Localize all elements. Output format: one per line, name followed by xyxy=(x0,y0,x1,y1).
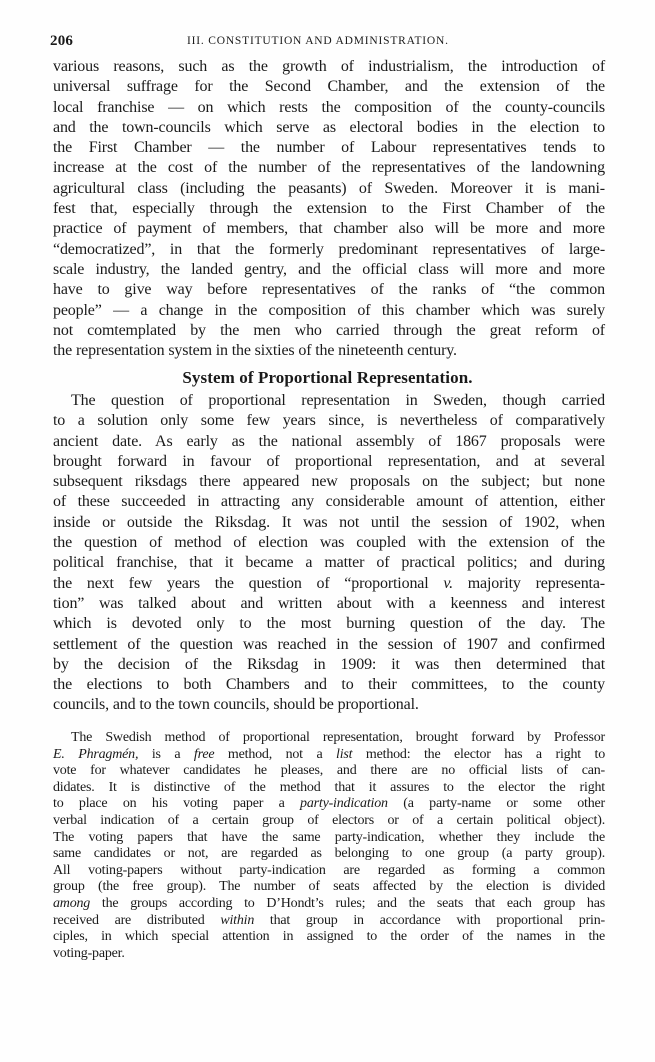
text-line: All voting-papers without party-indication are regarded as forming a common xyxy=(53,862,605,878)
italic-fragment: E. Phragmén, xyxy=(53,746,139,762)
text-fragment: (a party-name or some other xyxy=(387,796,605,812)
text-line xyxy=(53,896,605,913)
italic-fragment: within xyxy=(220,912,255,928)
text-line: agricultural class (including the peasants) of Sweden. Moreover it is mani- xyxy=(53,179,605,197)
text-line: vote for whatever candidates he pleases, and there are no official lists of can- xyxy=(53,763,605,779)
text-fragment: method: the elector has a right to xyxy=(352,746,605,762)
text-line: group (the free group). The number of seats affected by the election is divided xyxy=(53,879,605,895)
section-heading: System of Proportional Representation. xyxy=(182,368,473,387)
text-line: ancient date. As early as the national assembly of 1867 proposals were xyxy=(53,432,605,450)
text-line: ciples, in which special attention in assigned to the order of the names in the xyxy=(53,929,605,945)
text-line: the elections to both Chambers and to their committees, to the county xyxy=(53,676,605,694)
text-fragment: that group in accordance with proportional prin- xyxy=(254,912,605,928)
text-line xyxy=(53,574,605,594)
text-line: settlement of the question was reached in the session of 1907 and confirmed xyxy=(53,635,605,653)
text-line: the First Chamber — the number of Labour representatives tends to xyxy=(53,139,605,157)
text-line: universal suffrage for the Second Chamber, and the extension of the xyxy=(53,78,605,96)
text-line: political franchise, that it became a matter of practical politics; and during xyxy=(53,554,605,572)
italic-fragment: free xyxy=(193,746,215,762)
text-line: The voting papers that have the same party-indication, whether they include the xyxy=(53,829,605,845)
text-line xyxy=(53,747,605,764)
text-line: people” — a change in the composition of this chamber which was surely xyxy=(53,301,605,319)
text-line: increase at the cost of the number of the representatives of the landowning xyxy=(53,159,605,177)
text-line: subsequent riksdags there appeared new proposals on the subject; but none xyxy=(53,473,605,491)
text-line: local franchise — on which rests the composition of the county-councils xyxy=(53,98,605,116)
italic-fragment: v. xyxy=(443,574,453,592)
text-line: the question of method of election was coupled with the extension of the xyxy=(53,534,605,552)
text-line: “democratized”, in that the formerly predominant representatives of large- xyxy=(53,240,605,258)
text-fragment: the groups according to D’Hondt’s rules; and the seats that each group has xyxy=(90,895,605,911)
italic-fragment: among xyxy=(53,895,91,911)
italic-fragment: party-indication xyxy=(300,796,388,812)
text-line: the representation system in the sixties of the nineteenth century. xyxy=(53,342,457,360)
text-line: brought forward in favour of proportional representation, and at several xyxy=(53,452,605,470)
text-fragment: received are distributed xyxy=(53,912,221,928)
page-number: 206 xyxy=(50,33,74,49)
text-fragment: method, not a xyxy=(214,746,337,762)
text-line xyxy=(53,796,605,813)
text-line: inside or outside the Riksdag. It was not until the session of 1902, when xyxy=(53,513,605,531)
text-line: verbal indication of a certain group of electors or of a certain political object). xyxy=(53,812,605,828)
text-line: of these succeeded in attracting any considerable amount of attention, either xyxy=(53,493,605,511)
text-line: The question of proportional representation in Sweden, though carried xyxy=(71,392,605,409)
text-line: councils, and to the town councils, should be proportional. xyxy=(53,696,419,714)
text-line: and the town-councils which serve as electoral bodies in the election to xyxy=(53,118,605,136)
text-fragment: is a xyxy=(138,746,194,762)
text-line: same candidates or not, are regarded as belonging to one group (a party group). xyxy=(53,846,605,862)
running-header xyxy=(50,33,605,53)
paragraph-swedish-method xyxy=(53,730,605,962)
paragraph-continuation xyxy=(53,57,605,361)
text-fragment: majority representa- xyxy=(452,574,605,592)
text-line: voting-paper. xyxy=(53,945,125,961)
paragraph-history xyxy=(53,391,605,716)
text-fragment: the next few years the question of “proportional xyxy=(53,574,429,592)
text-line: which is devoted only to the most burning question of the day. The xyxy=(53,615,605,633)
text-line xyxy=(53,913,605,930)
text-line: tion” was talked about and written about with a keenness and interest xyxy=(53,594,605,612)
text-line: to a solution only some few years since, is nevertheless of comparatively xyxy=(53,412,605,430)
text-line: not comtemplated by the men who carried through the great reform of xyxy=(53,321,605,339)
text-fragment: to place on his voting paper a xyxy=(53,796,301,812)
text-line: fest that, especially through the extension to the First Chamber of the xyxy=(53,200,605,218)
text-line: by the decision of the Riksdag in 1909: it was then determined that xyxy=(53,655,605,673)
italic-fragment: list xyxy=(336,746,353,762)
text-line: have to give way before representatives of the ranks of “the common xyxy=(53,281,605,299)
text-line: scale industry, the landed gentry, and the official class will more and more xyxy=(53,260,605,278)
text-line: various reasons, such as the growth of industrialism, the introduction of xyxy=(53,58,605,75)
text-line: practice of payment of members, that chamber also will be more and more xyxy=(53,220,605,238)
text-line: didates. It is distinctive of the method that it assures to the elector the right xyxy=(53,779,605,795)
running-title: III. CONSTITUTION AND ADMINISTRATION. xyxy=(187,35,449,47)
text-line: The Swedish method of proportional representation, brought forward by Professor xyxy=(71,730,605,745)
